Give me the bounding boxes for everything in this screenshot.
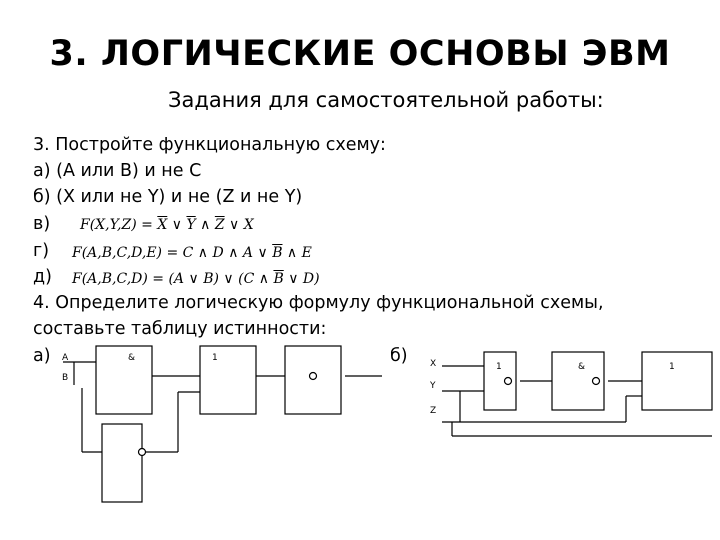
label-gate-and-a: &: [128, 353, 136, 363]
label-y: Y: [430, 381, 436, 391]
task3-heading: 3. Постройте функциональную схему:: [33, 135, 386, 155]
formula-v: $F(X,Y,Z) = \overline{X}$ ∨ $\overline{Y}$ ∧ $\overline{Z}$ ∨ X: [80, 217, 254, 233]
task3-item-v-label: в): [33, 214, 51, 234]
task3-item-d-label: д): [33, 267, 52, 287]
task3-item-a: а) (A или B) и не C: [33, 161, 202, 181]
gate-and-a: [96, 346, 152, 414]
task3-item-g-label: г): [33, 241, 50, 261]
gate-or2-b: [642, 352, 712, 410]
task4-item-b-label: б): [390, 346, 408, 366]
inverter-bubble-3: [505, 378, 512, 385]
circuit-a: [63, 346, 382, 502]
label-x: X: [430, 359, 437, 369]
slide-subtitle: Задания для самостоятельной работы:: [168, 88, 604, 112]
formula-d: F(A,B,C,D) = (A ∨ B) ∨ (C ∧ $\overline{B}$ ∨ D): [72, 271, 320, 287]
label-gate-or-b: 1: [496, 362, 502, 372]
task4-heading-line2: составьте таблицу истинности:: [33, 319, 327, 339]
label-gate-or2-b: 1: [669, 362, 675, 372]
task3-item-b: б) (X или не Y) и не (Z и не Y): [33, 187, 303, 207]
slide-title: 3. ЛОГИЧЕСКИЕ ОСНОВЫ ЭВМ: [49, 34, 671, 74]
task4-item-a-label: а): [33, 346, 51, 366]
task4-heading: 4. Определите логическую формулу функциональной схемы,: [33, 293, 604, 313]
inverter-bubble-2: [139, 449, 146, 456]
inverter-bubble-4: [593, 378, 600, 385]
inverter-bubble-1: [310, 373, 317, 380]
label-a: A: [62, 353, 69, 363]
label-gate-or-a: 1: [212, 353, 218, 363]
label-b: B: [62, 373, 69, 383]
label-gate-and-b: &: [578, 362, 586, 372]
formula-g: F(A,B,C,D,E) = C ∧ D ∧ A ∨ $\overline{B}$ ∧ E: [72, 245, 312, 261]
gate-not-2-a: [102, 424, 142, 502]
label-z: Z: [430, 406, 437, 416]
gate-or-a: [200, 346, 256, 414]
